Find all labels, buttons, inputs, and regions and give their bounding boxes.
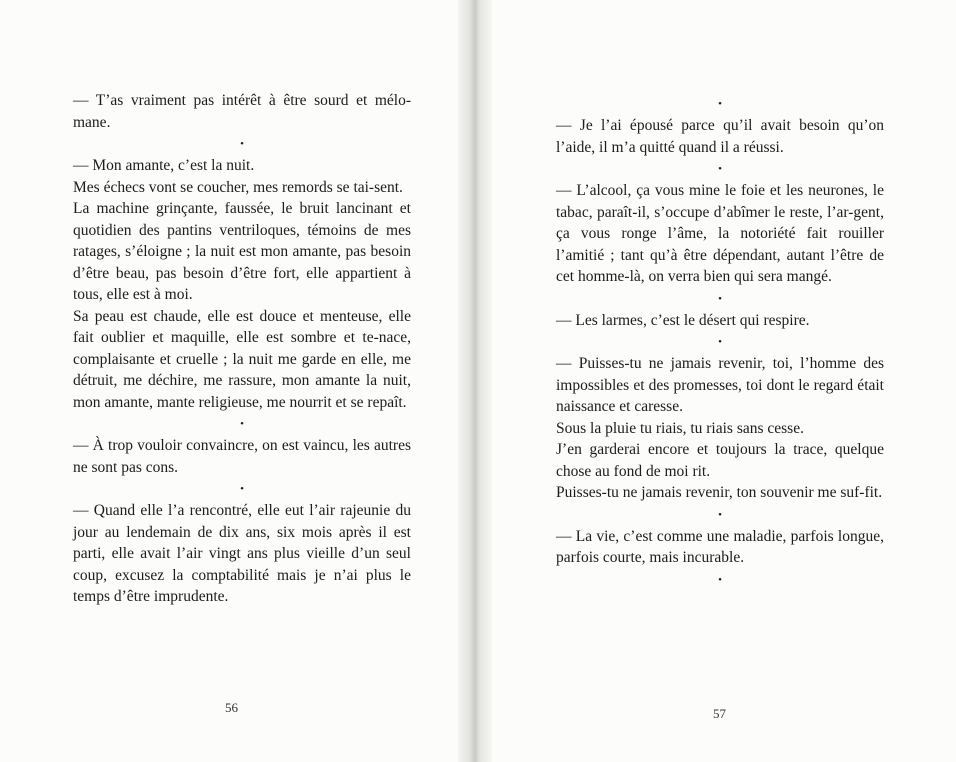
text-line: — Mon amante, c’est la nuit.	[73, 157, 255, 174]
text-line: Sa peau est chaude, elle est douce et menteuse, elle fait oublier et maquille, elle est sombre et te-nace, complaisante et cruelle ; la nuit me garde en elle, me détruit, me déchire, me rassure, mon amante la nuit, mon amante, mante religieuse, me nourrit et se repaît.	[73, 307, 411, 411]
text-line: J’en garderai encore et toujours la trace, quelque chose au fond de moi rit.	[556, 441, 884, 480]
aphorism-paragraph	[73, 500, 411, 608]
text-line: — Puisses-tu ne jamais revenir, toi, l’homme des impossibles et des promesses, toi dont le regard était naissance et caresse.	[556, 355, 884, 415]
page-number-left: 56	[225, 700, 238, 715]
section-separator-bullet: •	[718, 163, 722, 175]
text-line: — À trop vouloir convaincre, on est vaincu, les autres ne sont pas cons.	[73, 437, 411, 476]
text-line: — L’alcool, ça vous mine le foie et les neurones, le tabac, paraît-il, s’occupe d’abîmer le reste, l’ar-gent, ça vous ronge l’âme, la notoriété fait rouiller l’amitié ; tant qu’à être dépendant, autant l’être de cet homme-là, on verra bien qui sera mangé.	[556, 182, 884, 285]
section-separator-bullet: •	[240, 483, 244, 495]
book-gutter	[458, 0, 492, 762]
aphorism-paragraph	[556, 526, 884, 569]
text-line: Sous la pluie tu riais, tu riais sans cesse.	[556, 419, 804, 437]
text-line: La machine grinçante, faussée, le bruit lancinant et quotidien des pantins ventriloques, témoins de mes ratages, s’éloigne ; la nuit est mon amante, pas besoin d’être beau, pas besoin d’être fort, elle appartient à tous, elle est à moi.	[73, 200, 411, 303]
text-line: — Je l’ai épousé parce qu’il avait besoin qu’on l’aide, il m’a quitté quand il a réussi.	[556, 117, 884, 156]
text-line: — La vie, c’est comme une maladie, parfois longue, parfois courte, mais incurable.	[556, 527, 884, 566]
text-line: — T’as vraiment pas intérêt à être sourd et mélo-mane.	[73, 92, 411, 131]
section-separator-bullet: •	[718, 98, 722, 110]
aphorism-paragraph	[556, 353, 884, 504]
aphorism-paragraph	[73, 435, 411, 478]
section-separator-bullet: •	[718, 508, 722, 521]
section-separator-bullet: •	[718, 292, 722, 305]
section-separator-bullet: •	[240, 418, 244, 430]
text-line: Mes échecs vont se coucher, mes remords se tai-sent.	[73, 178, 403, 196]
aphorism-paragraph	[556, 310, 884, 332]
text-line: — Quand elle l’a rencontré, elle eut l’air rajeunie du jour au lendemain de dix ans, six mois après il est parti, elle avait l’air vingt ans plus vieille d’un seul coup, excusez la comptabilité mais je n’ai plus le temps d’être imprudente.	[73, 502, 411, 605]
aphorism-paragraph	[556, 115, 884, 158]
right-page-text	[556, 93, 884, 591]
section-separator-bullet: •	[240, 138, 244, 150]
aphorism-paragraph	[73, 155, 411, 413]
aphorism-paragraph	[73, 90, 411, 133]
aphorism-paragraph	[556, 180, 884, 288]
section-separator-bullet: •	[718, 573, 722, 586]
right-page	[492, 0, 956, 762]
text-line: Puisses-tu ne jamais revenir, ton souvenir me suf-fit.	[556, 484, 883, 501]
page-number-right: 57	[713, 706, 726, 721]
left-page-text	[73, 90, 411, 608]
left-page	[0, 0, 458, 762]
text-line: — Les larmes, c’est le désert qui respire.	[556, 311, 810, 329]
section-separator-bullet: •	[718, 336, 722, 348]
